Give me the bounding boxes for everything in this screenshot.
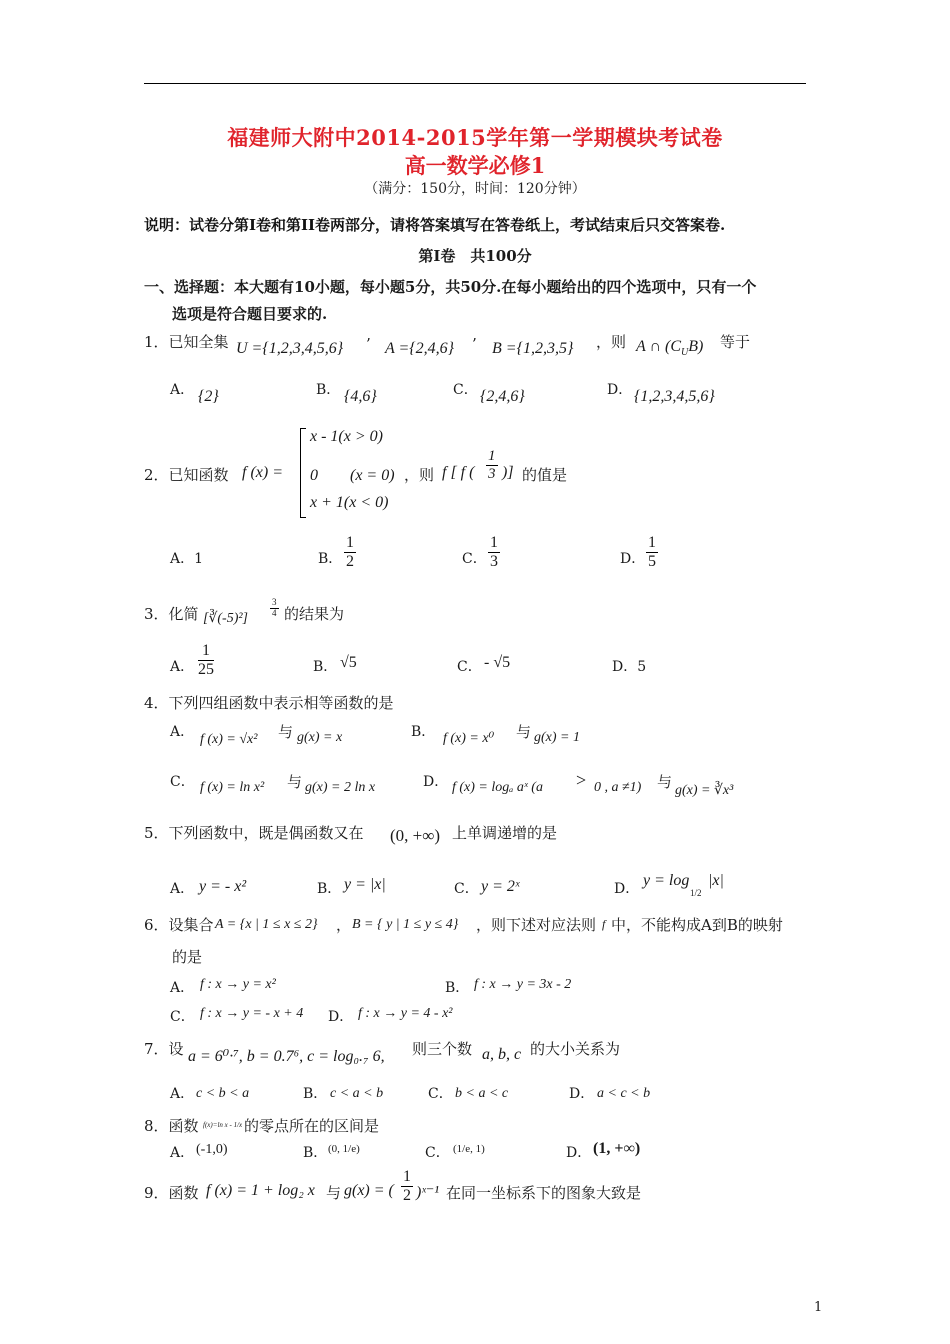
q1-text: 已知全集 — [168, 333, 229, 351]
q1-expr-sub: U — [681, 347, 689, 359]
q7-option-a-label: A． — [170, 1086, 195, 1102]
q6-line2: 的是 — [172, 948, 203, 966]
q6-number: 6． — [144, 916, 169, 934]
q5-option-a: y = - x² — [199, 878, 247, 895]
q5-option-a-label: A． — [170, 881, 195, 897]
q1-option-d: {1,2,3,4,5,6} — [634, 388, 715, 405]
question-2 — [144, 464, 229, 485]
q8-option-b-label: B． — [303, 1145, 328, 1161]
q8-option-d: (1, +∞) — [593, 1140, 641, 1157]
exam-meta: （满分：150分，时间：120分钟） — [364, 181, 586, 197]
q2-d-den: 5 — [648, 552, 656, 570]
q6-option-d: f : x → y = 4 - x² — [358, 1006, 453, 1021]
q4-option-b-f: f (x) = x⁰ — [443, 731, 495, 746]
q2-option-c-frac — [488, 534, 500, 570]
exam-subtitle: 高一数学必修1 — [404, 153, 546, 178]
q4-d-with: 与 — [657, 773, 673, 791]
exam-note: 说明：试卷分第Ⅰ卷和第II卷两部分，请将答案填写在答卷纸上，考试结束后只交答案卷. — [144, 216, 726, 234]
q3-exp-den: 4 — [272, 607, 277, 618]
q6-text: 设集合 — [168, 916, 214, 934]
q5-tail: 上单调递增的是 — [452, 824, 558, 842]
q3-number: 3． — [144, 605, 169, 623]
q1-expr-tail: B) — [688, 338, 704, 355]
q2-case-3: x + 1(x < 0) — [310, 494, 389, 511]
q1-option-b: {4,6} — [344, 388, 377, 405]
q2-option-b-label: B． — [318, 551, 343, 567]
q1-option-a-label: A． — [170, 382, 195, 398]
q5-option-d-tail: |x| — [708, 872, 724, 889]
q3-option-a — [198, 642, 214, 678]
q1-then: ，则 — [596, 333, 627, 351]
q6-tail: ，则下述对应法则 — [476, 916, 597, 934]
q4-option-a-f: f (x) = √x² — [200, 732, 258, 747]
q4-option-d-label: D． — [423, 774, 449, 790]
q3-tail: 的结果为 — [284, 605, 345, 623]
q7-option-c-label: C． — [428, 1086, 453, 1102]
q1-expr-main: A ∩ (C — [636, 338, 682, 355]
q2-option-c-label: C． — [462, 551, 487, 567]
q1-comma2: ’ — [472, 335, 477, 353]
q3-a-num: 1 — [198, 642, 214, 661]
q4-b-with: 与 — [516, 723, 532, 741]
q3-option-a-label: A． — [170, 659, 195, 675]
q6-option-a: f : x → y = x² — [200, 977, 276, 992]
q7-tail: 则三个数 — [412, 1040, 473, 1058]
q5-option-d: y = log — [643, 872, 690, 889]
top-rule — [144, 83, 806, 84]
q6-set-b: B = { y | 1 ≤ y ≤ 4} — [352, 917, 459, 932]
q9-g-den: 2 — [403, 1186, 411, 1204]
q2-option-b — [344, 534, 356, 570]
q1-expr — [636, 338, 703, 358]
q4-c-with: 与 — [287, 773, 303, 791]
q9-g-frac — [401, 1168, 413, 1204]
q5-option-c-label: C． — [454, 881, 479, 897]
question-3 — [144, 603, 199, 624]
q6-option-b-label: B． — [445, 980, 470, 996]
q3-option-a-frac — [198, 642, 214, 678]
q7-abc: a, b, c — [482, 1046, 522, 1063]
q8-option-a-label: A． — [170, 1145, 195, 1161]
q2-brace — [300, 428, 306, 518]
q1-set-a: A ={2,4,6} — [385, 340, 455, 357]
q4-option-b-label: B． — [411, 724, 436, 740]
q7-option-d-label: D． — [569, 1086, 595, 1102]
q9-with: 与 — [326, 1184, 342, 1202]
q2-frac-box — [486, 448, 498, 482]
q7-option-b-label: B． — [303, 1086, 328, 1102]
q2-case-1: x - 1(x > 0) — [310, 428, 383, 445]
q4-option-d-g: g(x) = ∛x³ — [675, 783, 734, 798]
q2-option-c — [488, 534, 500, 570]
q4-option-d-cond: 0 , a ≠1) — [594, 780, 642, 795]
q5-option-d-base: 1/2 — [690, 888, 702, 898]
q7-text: 设 — [168, 1040, 184, 1058]
q2-frac-num: 1 — [488, 448, 496, 464]
q6-option-c: f : x → y = - x + 4 — [200, 1006, 304, 1021]
q6-option-a-label: A． — [170, 980, 195, 996]
section1-heading-cont: 选项是符合题目要求的. — [172, 305, 328, 323]
q8-tail: 的零点所在的区间是 — [244, 1117, 380, 1135]
q2-option-b-frac — [344, 534, 356, 570]
q4-a-with: 与 — [278, 723, 294, 741]
q8-text: 函数 — [168, 1117, 199, 1135]
q2-option-d-label: D． — [620, 551, 646, 567]
q2-ff: f [ f ( — [442, 464, 475, 481]
q2-option-d-frac — [646, 534, 658, 570]
q8-option-c-label: C． — [425, 1145, 450, 1161]
q6-set-a: A = {x | 1 ≤ x ≤ 2} — [215, 917, 318, 932]
q8-option-c: (1/e, 1) — [453, 1143, 485, 1155]
q7-option-b: c < a < b — [330, 1086, 384, 1101]
q9-g-num: 1 — [403, 1168, 411, 1185]
q2-c-den: 3 — [490, 552, 498, 570]
q4-number: 4． — [144, 694, 169, 712]
q9-g: g(x) = ( — [344, 1182, 394, 1199]
exam-title: 福建师大附中2014-2015学年第一学期模块考试卷 — [227, 125, 723, 150]
q8-option-b: (0, 1/e) — [328, 1143, 360, 1155]
q4-option-d-gt: > — [576, 770, 587, 790]
q4-option-a-label: A． — [170, 724, 195, 740]
q5-option-b-label: B． — [317, 881, 342, 897]
question-9 — [144, 1182, 199, 1203]
q6-f: f — [602, 917, 606, 931]
q9-g-exp: )ˣ⁻¹ — [416, 1184, 440, 1201]
q2-close: )] — [502, 464, 514, 481]
q6-option-c-label: C． — [170, 1009, 195, 1025]
q7-option-c: b < a < c — [455, 1086, 509, 1101]
q2-text: 已知函数 — [168, 466, 229, 484]
q2-frac-den: 3 — [488, 465, 496, 482]
q1-set-u: U ={1,2,3,4,5,6} — [236, 340, 344, 357]
q2-d-num: 1 — [648, 534, 656, 551]
q2-number: 2． — [144, 466, 169, 484]
q3-exp-frac — [270, 598, 279, 619]
q5-option-d-label: D． — [614, 881, 640, 897]
q5-number: 5． — [144, 824, 169, 842]
q3-a-den: 25 — [198, 660, 214, 678]
q3-text: 化简 — [168, 605, 199, 623]
q4-option-c-g: g(x) = 2 ln x — [305, 780, 376, 795]
q8-option-d-label: D． — [566, 1145, 592, 1161]
q2-case-2: 0 (x = 0) — [310, 467, 395, 484]
q2-tail: 的值是 — [522, 466, 568, 484]
q9-number: 9． — [144, 1184, 169, 1202]
q4-option-c-f: f (x) = ln x² — [200, 780, 265, 795]
q1-number: 1． — [144, 333, 169, 351]
part-heading: 第Ⅰ卷 共100分 — [418, 247, 532, 265]
question-6 — [144, 914, 214, 935]
q2-then: ，则 — [404, 466, 435, 484]
q2-frac — [486, 448, 498, 482]
page-number: 1 — [814, 1300, 823, 1315]
q7-option-a: c < b < a — [196, 1086, 250, 1101]
q2-option-d — [646, 534, 658, 570]
q3-exp-num: 3 — [272, 597, 277, 607]
q7-tail2: 的大小关系为 — [530, 1040, 621, 1058]
q3-expr: [∛(-5)²] — [203, 611, 249, 626]
q8-function: f(x)=ln x - 1/x — [203, 1121, 243, 1129]
q8-option-a: (-1,0) — [196, 1142, 228, 1157]
q6-option-b: f : x → y = 3x - 2 — [474, 977, 572, 992]
section1-heading: 一、选择题：本大题有10小题，每小题5分，共50分.在每小题给出的四个选项中，只有一个 — [144, 278, 757, 296]
q6-option-d-label: D． — [328, 1009, 354, 1025]
q4-option-a-g: g(x) = x — [297, 730, 343, 745]
question-1 — [144, 331, 229, 352]
question-8 — [144, 1115, 199, 1136]
q9-g-frac-box — [401, 1168, 413, 1204]
q9-text: 函数 — [168, 1184, 199, 1202]
q5-option-c: y = 2ˣ — [481, 878, 520, 895]
q7-option-d: a < c < b — [597, 1086, 651, 1101]
q3-option-c: - √5 — [484, 654, 511, 671]
q4-option-b-g: g(x) = 1 — [534, 730, 580, 745]
q2-b-num: 1 — [346, 534, 354, 551]
q1-option-a: {2} — [198, 388, 219, 405]
q2-fx: f (x) = — [242, 464, 283, 481]
q1-option-b-label: B． — [316, 382, 341, 398]
q4-option-d-f: f (x) = logₐ aˣ (a — [452, 780, 543, 795]
q4-option-c-label: C． — [170, 774, 195, 790]
q1-option-c: {2,4,6} — [480, 388, 525, 405]
q7-expr: a = 6⁰·⁷, b = 0.7⁶, c = log₀.₇ 6, — [188, 1048, 385, 1065]
q5-text: 下列函数中，既是偶函数又在 — [168, 824, 364, 842]
q3-option-d: D．5 — [612, 659, 647, 675]
q3-exponent — [270, 598, 279, 619]
q5-option-b: y = |x| — [344, 876, 386, 893]
q9-tail: 在同一坐标系下的图象大致是 — [446, 1184, 642, 1202]
q2-option-a: A．1 — [170, 551, 204, 567]
q3-option-c-label: C． — [457, 659, 482, 675]
q8-number: 8． — [144, 1117, 169, 1135]
q5-interval: (0, +∞) — [390, 826, 441, 845]
q6-tail2: 中，不能构成A到B的映射 — [611, 916, 783, 934]
q3-option-b: √5 — [340, 654, 357, 671]
q9-f: f (x) = 1 + log₂ x — [206, 1182, 315, 1199]
q3-option-b-label: B． — [313, 659, 338, 675]
question-7 — [144, 1038, 184, 1059]
question-5 — [144, 822, 364, 843]
q7-number: 7． — [144, 1040, 169, 1058]
q6-comma: ， — [336, 916, 352, 934]
q1-tail: 等于 — [720, 333, 751, 351]
q1-option-c-label: C． — [453, 382, 478, 398]
q1-option-d-label: D． — [607, 382, 633, 398]
q2-c-num: 1 — [490, 534, 498, 551]
q4-text: 下列四组函数中表示相等函数的是 — [168, 694, 394, 712]
q2-b-den: 2 — [346, 552, 354, 570]
q1-set-b: B ={1,2,3,5} — [492, 340, 574, 357]
question-4 — [144, 692, 394, 713]
q1-comma: ’ — [366, 335, 371, 353]
